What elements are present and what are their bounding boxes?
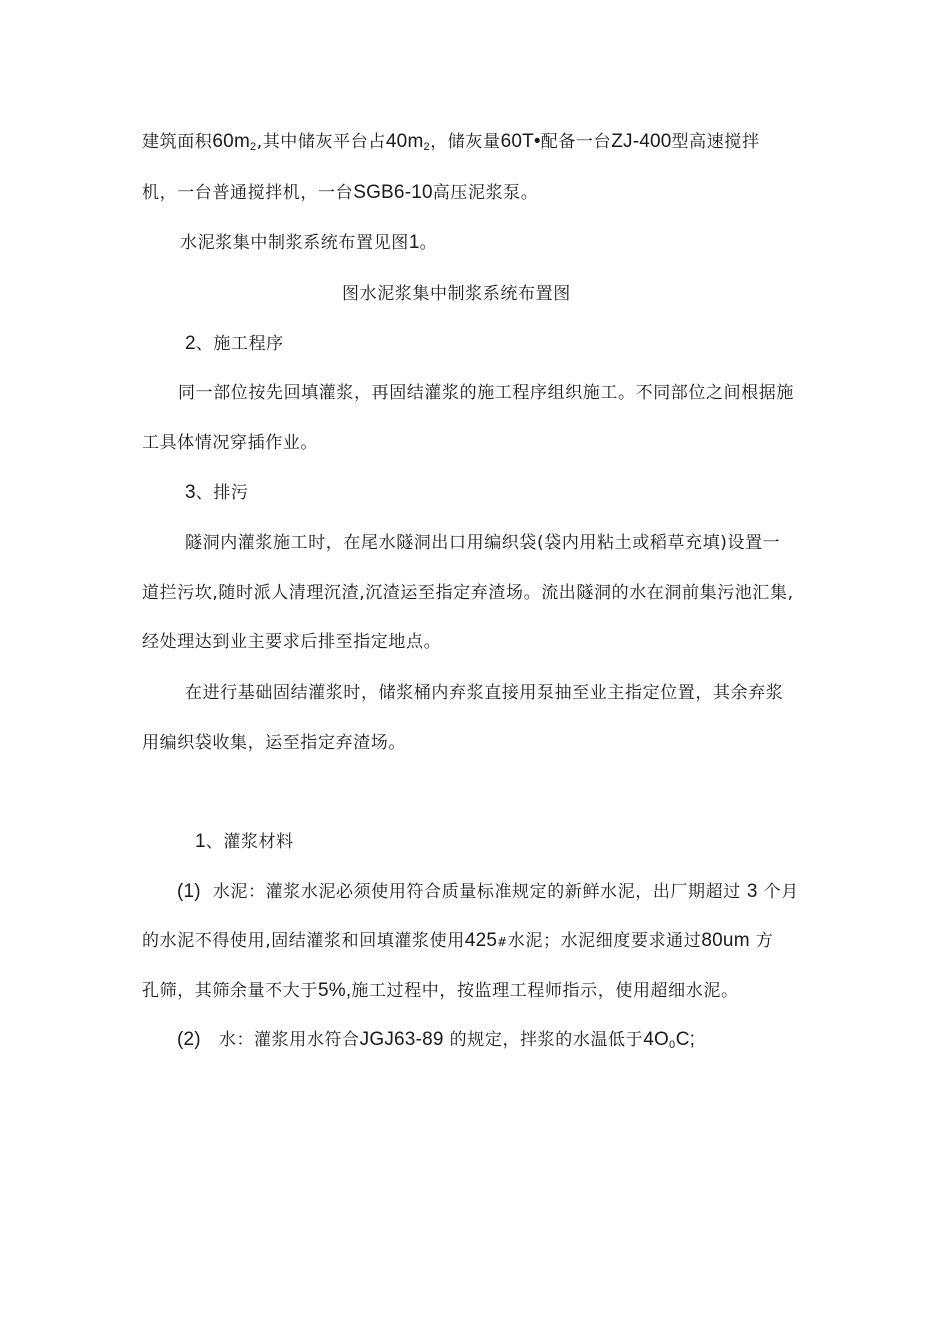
number-span: 60m: [212, 131, 250, 152]
heading-text: 、灌浆材料: [205, 832, 294, 852]
grade-mark: #: [497, 935, 508, 949]
text-span: 水泥浆集中制浆系统布置见图: [180, 233, 409, 253]
drainage-p1-line-2: 道拦污坎,随时派人清理沉渣,沉渣运至指定弃渣场。流出隧洞的水在洞前集污池汇集,: [142, 583, 794, 603]
drainage-heading: [185, 482, 249, 504]
number-span: 80um: [701, 930, 750, 951]
text-span: ,其中储灰平台占: [256, 132, 386, 152]
procedure-para-line-1: 同一部位按先回填灌浆，再固结灌浆的施工程序组织施工。不同部位之间根据施: [178, 383, 794, 403]
subscript: 2: [423, 141, 431, 153]
intro-line-2: [142, 182, 538, 204]
item-number: (1): [177, 881, 201, 902]
drainage-p1-line-1: 隧洞内灌浆施工时，在尾水隧洞出口用编织袋(袋内用粘土或稻草充填)设置一: [185, 533, 781, 553]
item-number: (2): [177, 1029, 201, 1050]
number-span: JGJ63-89: [359, 1029, 444, 1050]
number-span: C;: [675, 1029, 696, 1050]
number-span: 5%,: [318, 980, 352, 1001]
text-span: 高压泥浆泵。: [432, 183, 539, 203]
heading-text: 、施工程序: [195, 334, 284, 354]
heading-number: 1: [195, 831, 206, 852]
text-span: 个月: [763, 882, 799, 902]
heading-number: 2: [185, 333, 196, 354]
number-span: 4O: [643, 1029, 670, 1050]
number-span: 1: [408, 232, 420, 253]
number-span: SGB6-10: [353, 182, 433, 203]
text-span: 水泥；水泥细度要求通过: [507, 931, 702, 951]
figure-caption: 图水泥浆集中制浆系统布置图: [342, 284, 571, 304]
procedure-heading: [185, 333, 284, 355]
text-span: 水：灌浆用水符合: [218, 1030, 360, 1050]
number-span: 60T•: [500, 131, 541, 152]
number-span: ZJ-400: [611, 131, 672, 152]
number-span: 425: [464, 930, 498, 951]
materials-item1-line-3: [142, 980, 739, 1002]
heading-number: 3: [185, 482, 196, 503]
text-span: 施工过程中，按监理工程师指示，使用超细水泥。: [351, 981, 739, 1001]
drainage-p2-line-1: 在进行基础固结灌浆时，储浆桶内弃浆直接用泵抽至业主指定位置，其余弃浆: [185, 683, 784, 703]
procedure-para-line-2: 工具体情况穿插作业。: [142, 433, 318, 453]
number-span: 40m: [385, 131, 424, 152]
materials-item1-line-1: [177, 881, 799, 903]
text-span: 的水泥不得使用,固结灌浆和回填灌浆使用: [142, 931, 465, 951]
text-span: 。: [419, 233, 438, 253]
text-span: 的规定，拌浆的水温低于: [449, 1030, 644, 1050]
text-span: 方: [755, 931, 774, 951]
materials-item2-line: [177, 1029, 695, 1053]
intro-line-3: [180, 232, 437, 254]
drainage-p2-line-2: 用编织袋收集，运至指定弃渣场。: [142, 733, 406, 753]
text-span: 机，一台普通搅拌机，一台: [142, 183, 354, 203]
text-span: 配备一台: [540, 132, 612, 152]
subscript: 0: [669, 1039, 676, 1051]
intro-line-1: [142, 131, 760, 155]
materials-item1-line-2: [142, 930, 773, 953]
text-span: 型高速搅拌: [671, 132, 760, 152]
subscript: 2: [249, 141, 257, 153]
drainage-p1-line-3: 经处理达到业主要求后排至指定地点。: [142, 632, 442, 652]
text-span: 建筑面积: [142, 132, 213, 152]
heading-text: 、排污: [195, 483, 249, 503]
number-span: 3: [746, 881, 758, 902]
materials-heading: [195, 831, 294, 853]
text-span: 水泥：灌浆水泥必须使用符合质量标准规定的新鲜水泥，出厂期超过: [212, 882, 741, 902]
text-span: ，储灰量: [430, 132, 501, 152]
text-span: 孔筛，其筛余量不大于: [142, 981, 318, 1001]
